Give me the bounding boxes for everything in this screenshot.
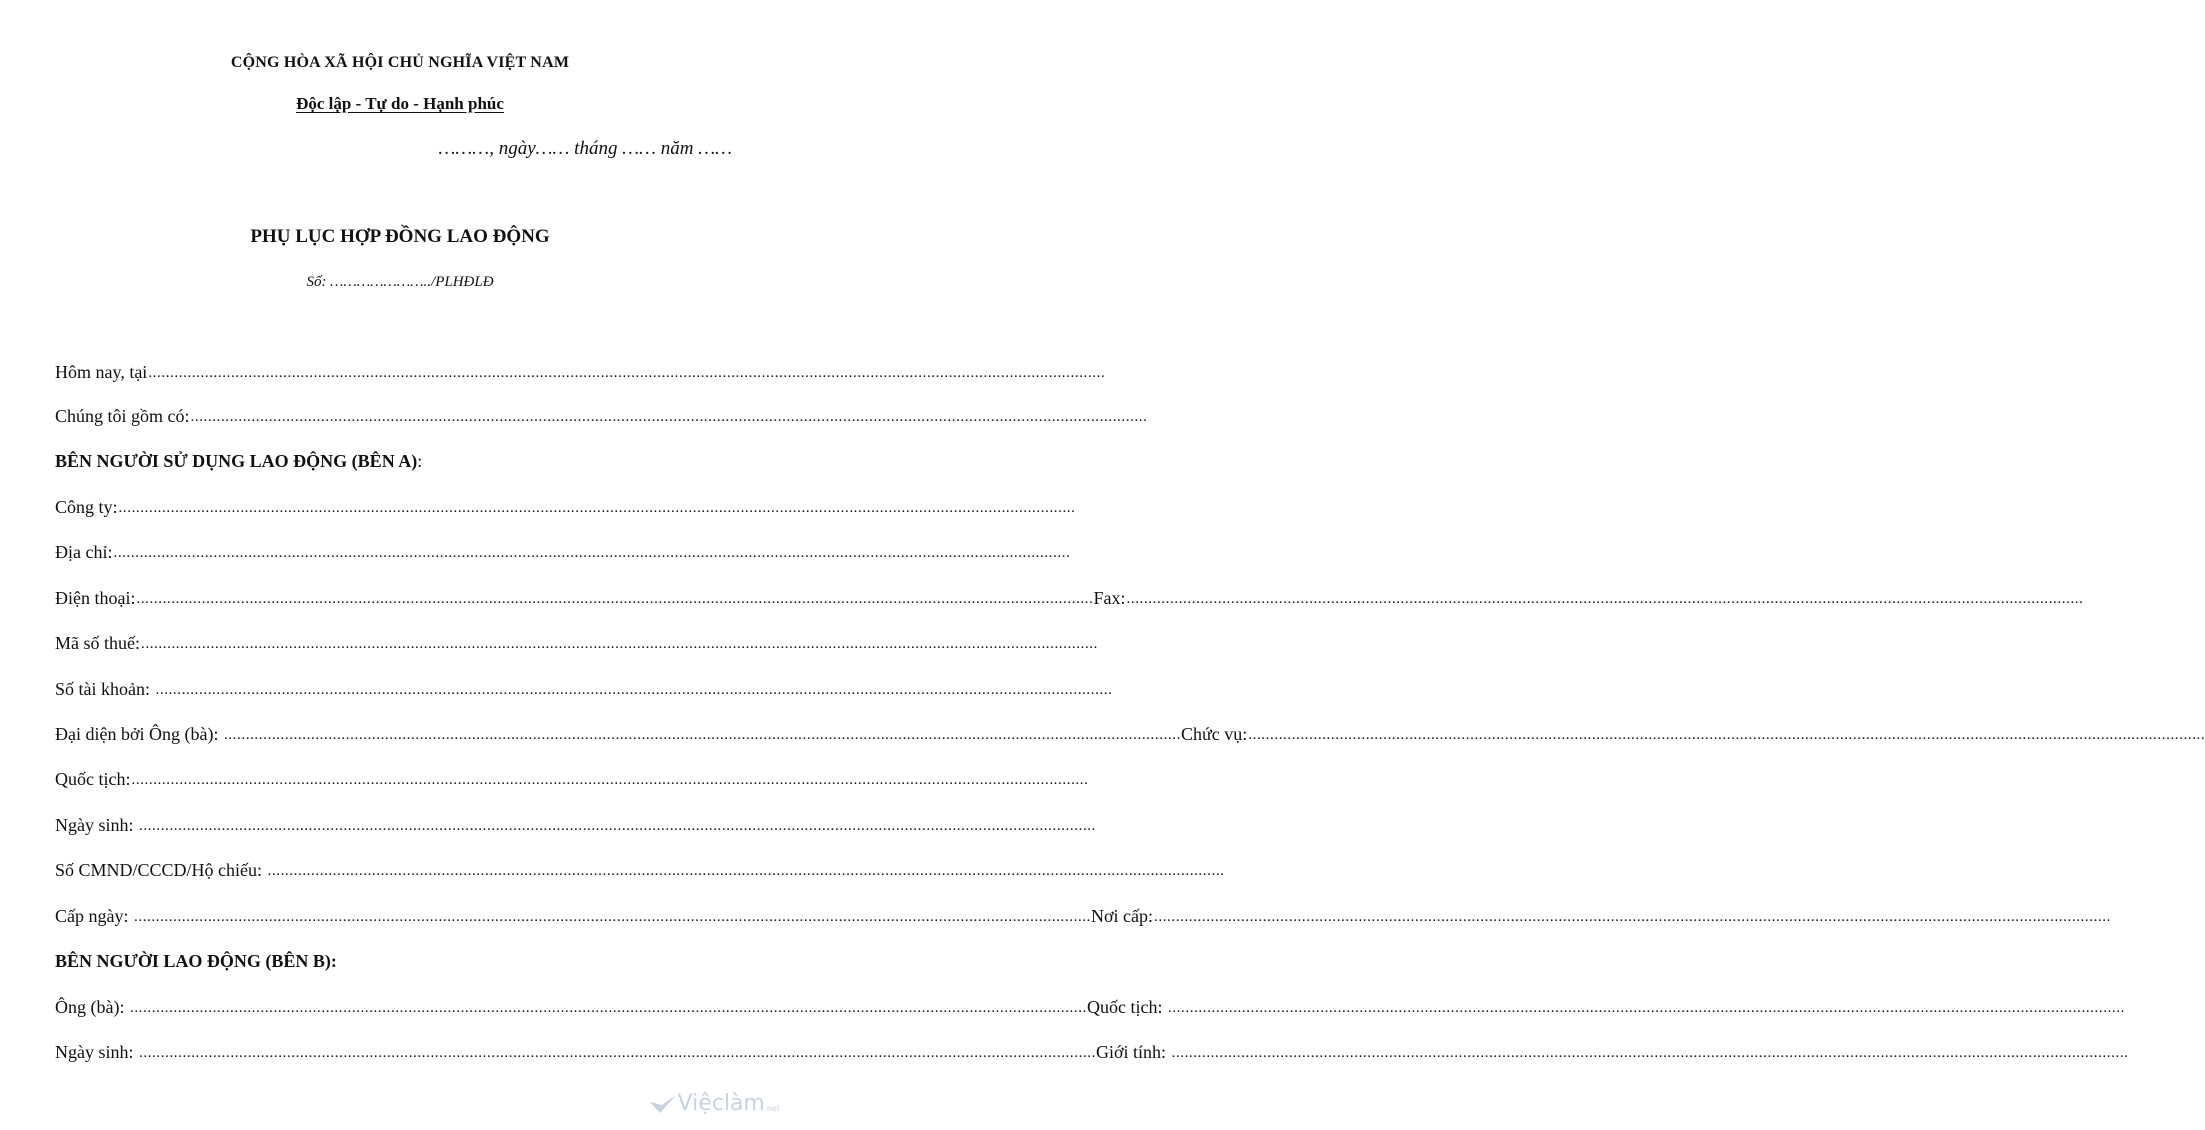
- blank-nationality-b[interactable]: ............................................................................................................................................................................................................................: [1167, 1000, 2125, 1016]
- blank-mr-mrs[interactable]: ............................................................................................................................................................................................................................: [129, 1000, 1087, 1016]
- id-number-label: Số CMND/CCCD/Hộ chiếu:: [55, 860, 267, 880]
- nation-header: CỘNG HÒA XÃ HỘI CHỦ NGHĨA VIỆT NAM: [230, 54, 570, 71]
- party-a-colon: :: [417, 451, 423, 471]
- blank-fax[interactable]: ............................................................................................................................................................................................................................: [1126, 591, 2084, 607]
- watermark-brand: Việclàm: [677, 1091, 765, 1116]
- motto-text: Độc lập - Tự do - Hạnh phúc: [296, 94, 504, 113]
- fax-label: Fax:: [1093, 588, 1126, 608]
- birth-date-a-label: Ngày sinh:: [55, 815, 138, 835]
- blank-issued-date[interactable]: ............................................................................................................................................................................................................................: [134, 909, 1091, 925]
- document-number: Số: …………………../PLHĐLĐ: [306, 274, 494, 290]
- nationality-a-line: [55, 767, 1089, 791]
- party-a-heading-line: [55, 449, 733, 473]
- birth-date-a-line: [55, 813, 1096, 837]
- date-line: ………, ngày…… tháng …… năm ……: [438, 138, 732, 159]
- blank-we-are[interactable]: ............................................................................................................................................................................................................................: [190, 409, 1148, 425]
- birth-date-b-label: Ngày sinh:: [55, 1042, 138, 1062]
- account-label: Số tài khoản:: [55, 679, 155, 699]
- today-at-label: Hôm nay, tại: [55, 362, 148, 382]
- nationality-b-label: Quốc tịch:: [1086, 997, 1167, 1017]
- phone-fax-line: [55, 586, 2084, 610]
- issued-line: [55, 904, 2111, 928]
- party-b-heading: BÊN NGƯỜI LAO ĐỘNG (BÊN B):: [55, 951, 337, 971]
- represented-by-label: Đại diện bởi Ông (bà):: [55, 724, 223, 744]
- issued-date-label: Cấp ngày:: [55, 906, 133, 926]
- blank-account[interactable]: ............................................................................................................................................................................................................................: [155, 682, 1113, 698]
- blank-id-number[interactable]: ............................................................................................................................................................................................................................: [267, 863, 1225, 879]
- nationality-a-label: Quốc tịch:: [55, 769, 131, 789]
- blank-address[interactable]: ............................................................................................................................................................................................................................: [113, 545, 1071, 561]
- blank-company[interactable]: ............................................................................................................................................................................................................................: [118, 500, 1076, 516]
- blank-phone[interactable]: ............................................................................................................................................................................................................................: [136, 591, 1094, 607]
- motto: [0, 94, 800, 114]
- blank-issued-place[interactable]: ............................................................................................................................................................................................................................: [1154, 909, 2111, 925]
- company-label: Công ty:: [55, 497, 118, 517]
- blank-today-at[interactable]: ............................................................................................................................................................................................................................: [148, 365, 1106, 381]
- today-at-line: [55, 360, 1106, 384]
- mr-mrs-line: [55, 995, 2125, 1019]
- phone-label: Điện thoại:: [55, 588, 136, 608]
- gender-label: Giới tính:: [1096, 1042, 1171, 1062]
- checkmark-icon: [648, 1093, 678, 1115]
- mr-mrs-label: Ông (bà):: [55, 997, 129, 1017]
- tax-code-label: Mã số thuế:: [55, 633, 140, 653]
- blank-nationality-a[interactable]: ............................................................................................................................................................................................................................: [131, 772, 1089, 788]
- blank-birth-date-b[interactable]: ............................................................................................................................................................................................................................: [139, 1045, 1096, 1061]
- watermark-logo: [648, 1091, 780, 1116]
- watermark-suffix: net: [766, 1104, 780, 1113]
- tax-code-line: [55, 631, 1098, 655]
- account-line: [55, 677, 1113, 701]
- we-are-label: Chúng tôi gồm có:: [55, 406, 190, 426]
- representative-line: [55, 722, 2205, 746]
- id-number-line: [55, 858, 1225, 882]
- blank-tax-code[interactable]: ............................................................................................................................................................................................................................: [141, 636, 1098, 652]
- birth-gender-line: [55, 1040, 2129, 1064]
- party-b-heading-line: [55, 949, 733, 973]
- party-a-heading: BÊN NGƯỜI SỬ DỤNG LAO ĐỘNG (BÊN A): [55, 451, 418, 471]
- we-are-line: [55, 404, 1148, 428]
- issued-place-label: Nơi cấp:: [1091, 906, 1153, 926]
- address-label: Địa chỉ:: [55, 542, 113, 562]
- address-line: [55, 540, 1071, 564]
- blank-representative[interactable]: ............................................................................................................................................................................................................................: [223, 727, 1181, 743]
- blank-position[interactable]: ............................................................................................................................................................................................................................: [1248, 727, 2205, 743]
- blank-birth-date-a[interactable]: ............................................................................................................................................................................................................................: [139, 818, 1096, 834]
- company-line: [55, 495, 1076, 519]
- document-title: PHỤ LỤC HỢP ĐỒNG LAO ĐỘNG: [250, 226, 550, 247]
- position-label: Chức vụ:: [1180, 724, 1248, 744]
- blank-gender[interactable]: ............................................................................................................................................................................................................................: [1171, 1045, 2129, 1061]
